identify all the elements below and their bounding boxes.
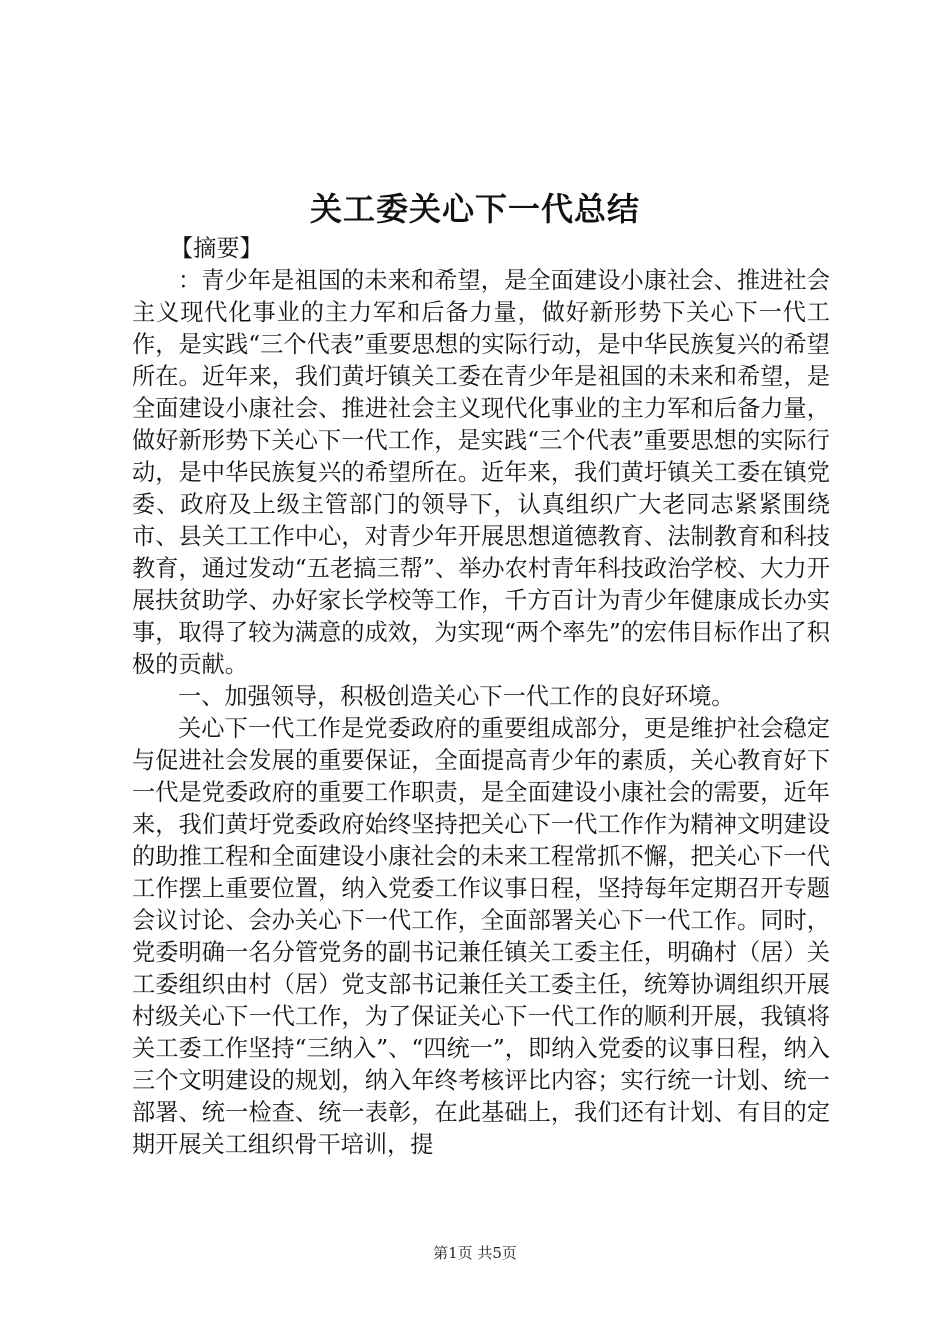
document-body — [132, 233, 830, 1161]
abstract-label: 【摘要】 — [170, 235, 263, 262]
document-title: 关工委关心下一代总结 — [309, 190, 640, 228]
page-number-footer: 第1页 共5页 — [433, 1244, 517, 1262]
body-paragraph: 关心下一代工作是党委政府的重要组成部分，更是维护社会稳定与促进社会发展的重要保证，全面提高青少年的素质，关心教育好下一代是党委政府的重要工作职责，是全面建设小康社会的需要，近年来，我们黄圩党委政府始终坚持把关心下一代工作作为精神文明建设的助推工程和全面建设小康社会的未来工程常抓不懈，把关心下一代工作摆上重要位置，纳入党委工作议事日程，坚持每年定期召开专题会议讨论、会办关心下一代工作，全面部署关心下一代工作。同时，党委明确一名分管党务的副书记兼任镇关工委主任，明确村（居）关工委组织由村（居）党支部书记兼任关工委主任，统筹协调组织开展村级关心下一代工作，为了保证关心下一代工作的顺利开展，我镇将关工委工作坚持“三纳入”、“四统一”，即纳入党委的议事日程，纳入三个文明建设的规划，纳入年终考核评比内容；实行统一计划、统一部署、统一检查、统一表彰，在此基础上，我们还有计划、有目的定期开展关工组织骨干培训，提 — [132, 715, 830, 1158]
section-heading: 一、加强领导，积极创造关心下一代工作的良好环境。 — [178, 683, 735, 710]
abstract-paragraph: ：青少年是祖国的未来和希望，是全面建设小康社会、推进社会主义现代化事业的主力军和后备力量，做好新形势下关心下一代工作，是实践“三个代表”重要思想的实际行动，是中华民族复兴的希望所在。近年来，我们黄圩镇关工委在青少年是祖国的未来和希望，是全面建设小康社会、推进社会主义现代化事业的主力军和后备力量，做好新形势下关心下一代工作，是实践“三个代表”重要思想的实际行动，是中华民族复兴的希望所在。近年来，我们黄圩镇关工委在镇党委、政府及上级主管部门的领导下，认真组织广大老同志紧紧围绕市、县关工工作中心，对青少年开展思想道德教育、法制教育和科技教育，通过发动“五老搞三帮”、举办农村青年科技政治学校、大力开展扶贫助学、办好家长学校等工作，千方百计为青少年健康成长办实事，取得了较为满意的成效，为实现“两个率先”的宏伟目标作出了积极的贡献。 — [132, 267, 830, 678]
